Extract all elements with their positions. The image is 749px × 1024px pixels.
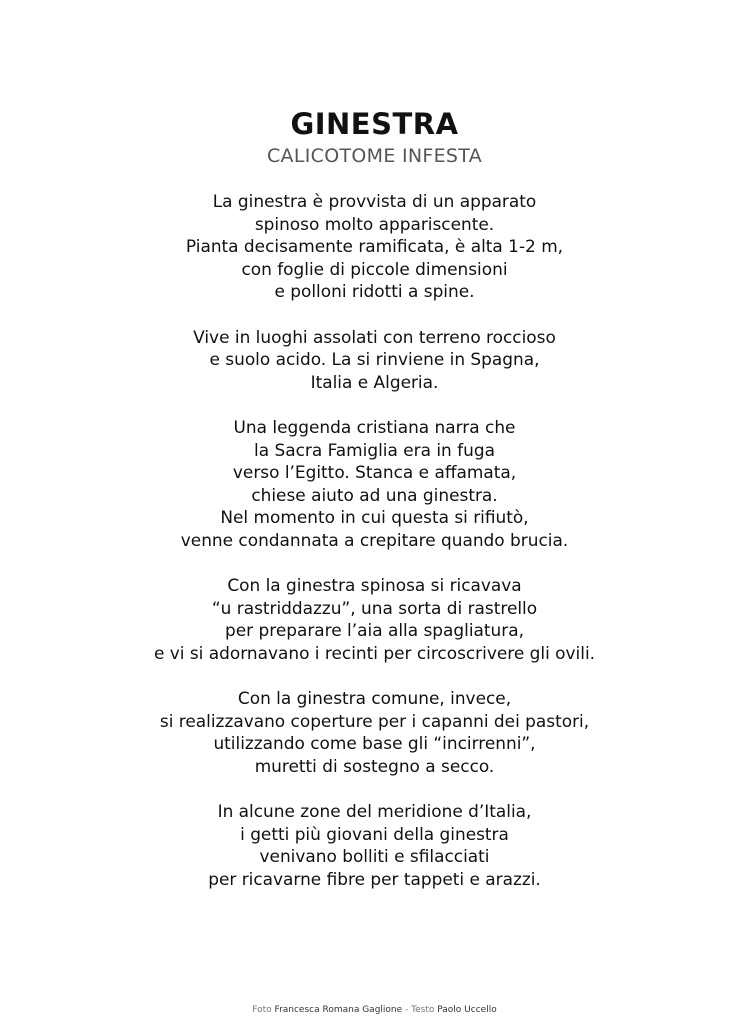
text-line: utilizzando come base gli “incirrenni”, [213,733,536,754]
text-line: Italia e Algeria. [310,371,439,392]
text-line: e vi si adornavano i recinti per circoscrivere gli ovili. [153,642,596,663]
text-line: Vive in luoghi assolati con terreno roccioso [193,326,556,347]
text-line: Con la ginestra comune, invece, [237,688,512,709]
text-line: “u rastriddazzu”, una sorta di rastrello [211,597,538,618]
text-line: spinoso molto appariscente. [254,213,495,234]
text-line: e polloni ridotti a spine. [274,281,475,302]
page-subtitle: CALICOTOME INFESTA [266,145,482,167]
text-line: In alcune zone del meridione d’Italia, [217,801,532,822]
paragraph-common-uses [0,687,749,777]
text-line: venivano bolliti e sfilacciati [259,846,490,867]
text-line: con foglie di piccole dimensioni [241,258,508,279]
text-line: muretti di sostegno a secco. [254,755,495,776]
text-line: Pianta decisamente ramificata, è alta 1-2 m, [185,236,564,257]
body-text [0,190,749,913]
text-line: si realizzavano coperture per i capanni dei pastori, [159,710,590,731]
text-line: Con la ginestra spinosa si ricavava [227,575,522,596]
photo-label: Foto [252,1005,272,1015]
paragraph-spiny-uses [0,574,749,664]
paragraph-description [0,190,749,303]
text-line: Una leggenda cristiana narra che [233,416,516,437]
page-title: GINESTRA [290,107,459,141]
paragraph-habitat [0,326,749,394]
text-line: Nel momento in cui questa si rifiutò, [220,507,529,528]
text-line: e suolo acido. La si rinviene in Spagna, [209,349,540,370]
text-line: venne condannata a crepitare quando brucia. [180,529,569,550]
text-line: chiese aiuto ad una ginestra. [251,484,498,505]
text-label: Testo [411,1005,435,1015]
text-line: per preparare l’aia alla spagliatura, [225,620,524,641]
text-line: verso l’Egitto. Stanca e affamata, [232,462,517,483]
text-line: per ricavarne fibre per tappeti e arazzi. [208,868,541,889]
paragraph-legend [0,416,749,552]
photo-author: Francesca Romana Gaglione [274,1005,403,1015]
text-author: Paolo Uccello [437,1005,497,1015]
text-line: la Sacra Famiglia era in fuga [254,439,495,460]
text-line: La ginestra è provvista di un apparato [212,191,537,211]
paragraph-fibres [0,800,749,890]
credits-separator: - [405,1005,409,1015]
text-line: i getti più giovani della ginestra [240,823,509,844]
credits-footer [0,1004,749,1016]
